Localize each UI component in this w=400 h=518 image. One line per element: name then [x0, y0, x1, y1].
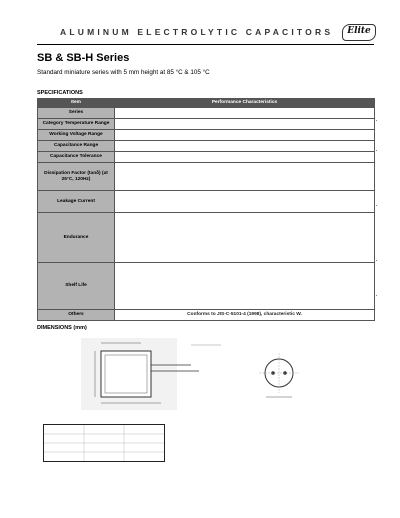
row-perf-dissipation [115, 163, 375, 191]
logo-text: Elite [347, 26, 371, 36]
capacitor-body [101, 351, 151, 397]
row-item-series: Series [38, 108, 115, 119]
table-row [38, 213, 375, 263]
row-perf-endurance [115, 213, 375, 263]
row-item-shelf-life: Shelf Life [38, 263, 115, 310]
dimensions-label: DIMENSIONS (mm) [37, 325, 87, 331]
capacitor-dimension-diagram [81, 335, 331, 413]
elite-logo [342, 24, 376, 41]
margin-mark [376, 205, 377, 206]
series-subtitle: Standard miniature series with 5 mm height at 85 °C & 105 °C [37, 69, 210, 76]
row-item-capacitance: Capacitance Range [38, 141, 115, 152]
table-row [38, 263, 375, 310]
table-row [38, 191, 375, 213]
margin-mark [376, 260, 377, 261]
row-perf-leakage [115, 191, 375, 213]
margin-mark [376, 150, 377, 151]
page-title: SB & SB-H Series [37, 52, 130, 64]
column-header-item: Item [38, 99, 115, 108]
row-item-endurance: Endurance [38, 213, 115, 263]
table-row [38, 163, 375, 191]
row-item-leakage: Leakage Current [38, 191, 115, 213]
table-row [38, 108, 375, 119]
row-perf-temperature [115, 119, 375, 130]
table-row [38, 141, 375, 152]
row-item-tolerance: Capacitance Tolerance [38, 152, 115, 163]
margin-mark [376, 295, 377, 296]
row-perf-capacitance [115, 141, 375, 152]
table-row [38, 119, 375, 130]
dimension-notes-table [43, 424, 165, 462]
banner-title: ALUMINUM ELECTROLYTIC CAPACITORS [60, 27, 334, 37]
header-rule [37, 44, 374, 45]
row-item-temperature: Category Temperature Range [38, 119, 115, 130]
row-item-others: Others [38, 310, 115, 321]
margin-mark [376, 120, 377, 121]
dimension-drawing [81, 335, 331, 413]
row-item-dissipation: Dissipation Factor (tanδ) (at 25°C, 120Hz) [38, 163, 115, 191]
row-item-voltage: Working Voltage Range [38, 130, 115, 141]
row-perf-series [115, 108, 375, 119]
table-row [38, 152, 375, 163]
table-row [38, 310, 375, 321]
column-header-performance: Performance Characteristics [115, 99, 375, 108]
table-header-row [38, 99, 375, 108]
row-perf-voltage [115, 130, 375, 141]
notes-table-lines [44, 425, 164, 461]
row-perf-tolerance [115, 152, 375, 163]
specifications-table [37, 98, 375, 321]
specifications-label: SPECIFICATIONS [37, 90, 83, 96]
row-perf-shelf-life [115, 263, 375, 310]
table-row [38, 130, 375, 141]
row-perf-others: Conforms to JIS-C-5101-4 (1998), characteristic W. [115, 310, 375, 321]
